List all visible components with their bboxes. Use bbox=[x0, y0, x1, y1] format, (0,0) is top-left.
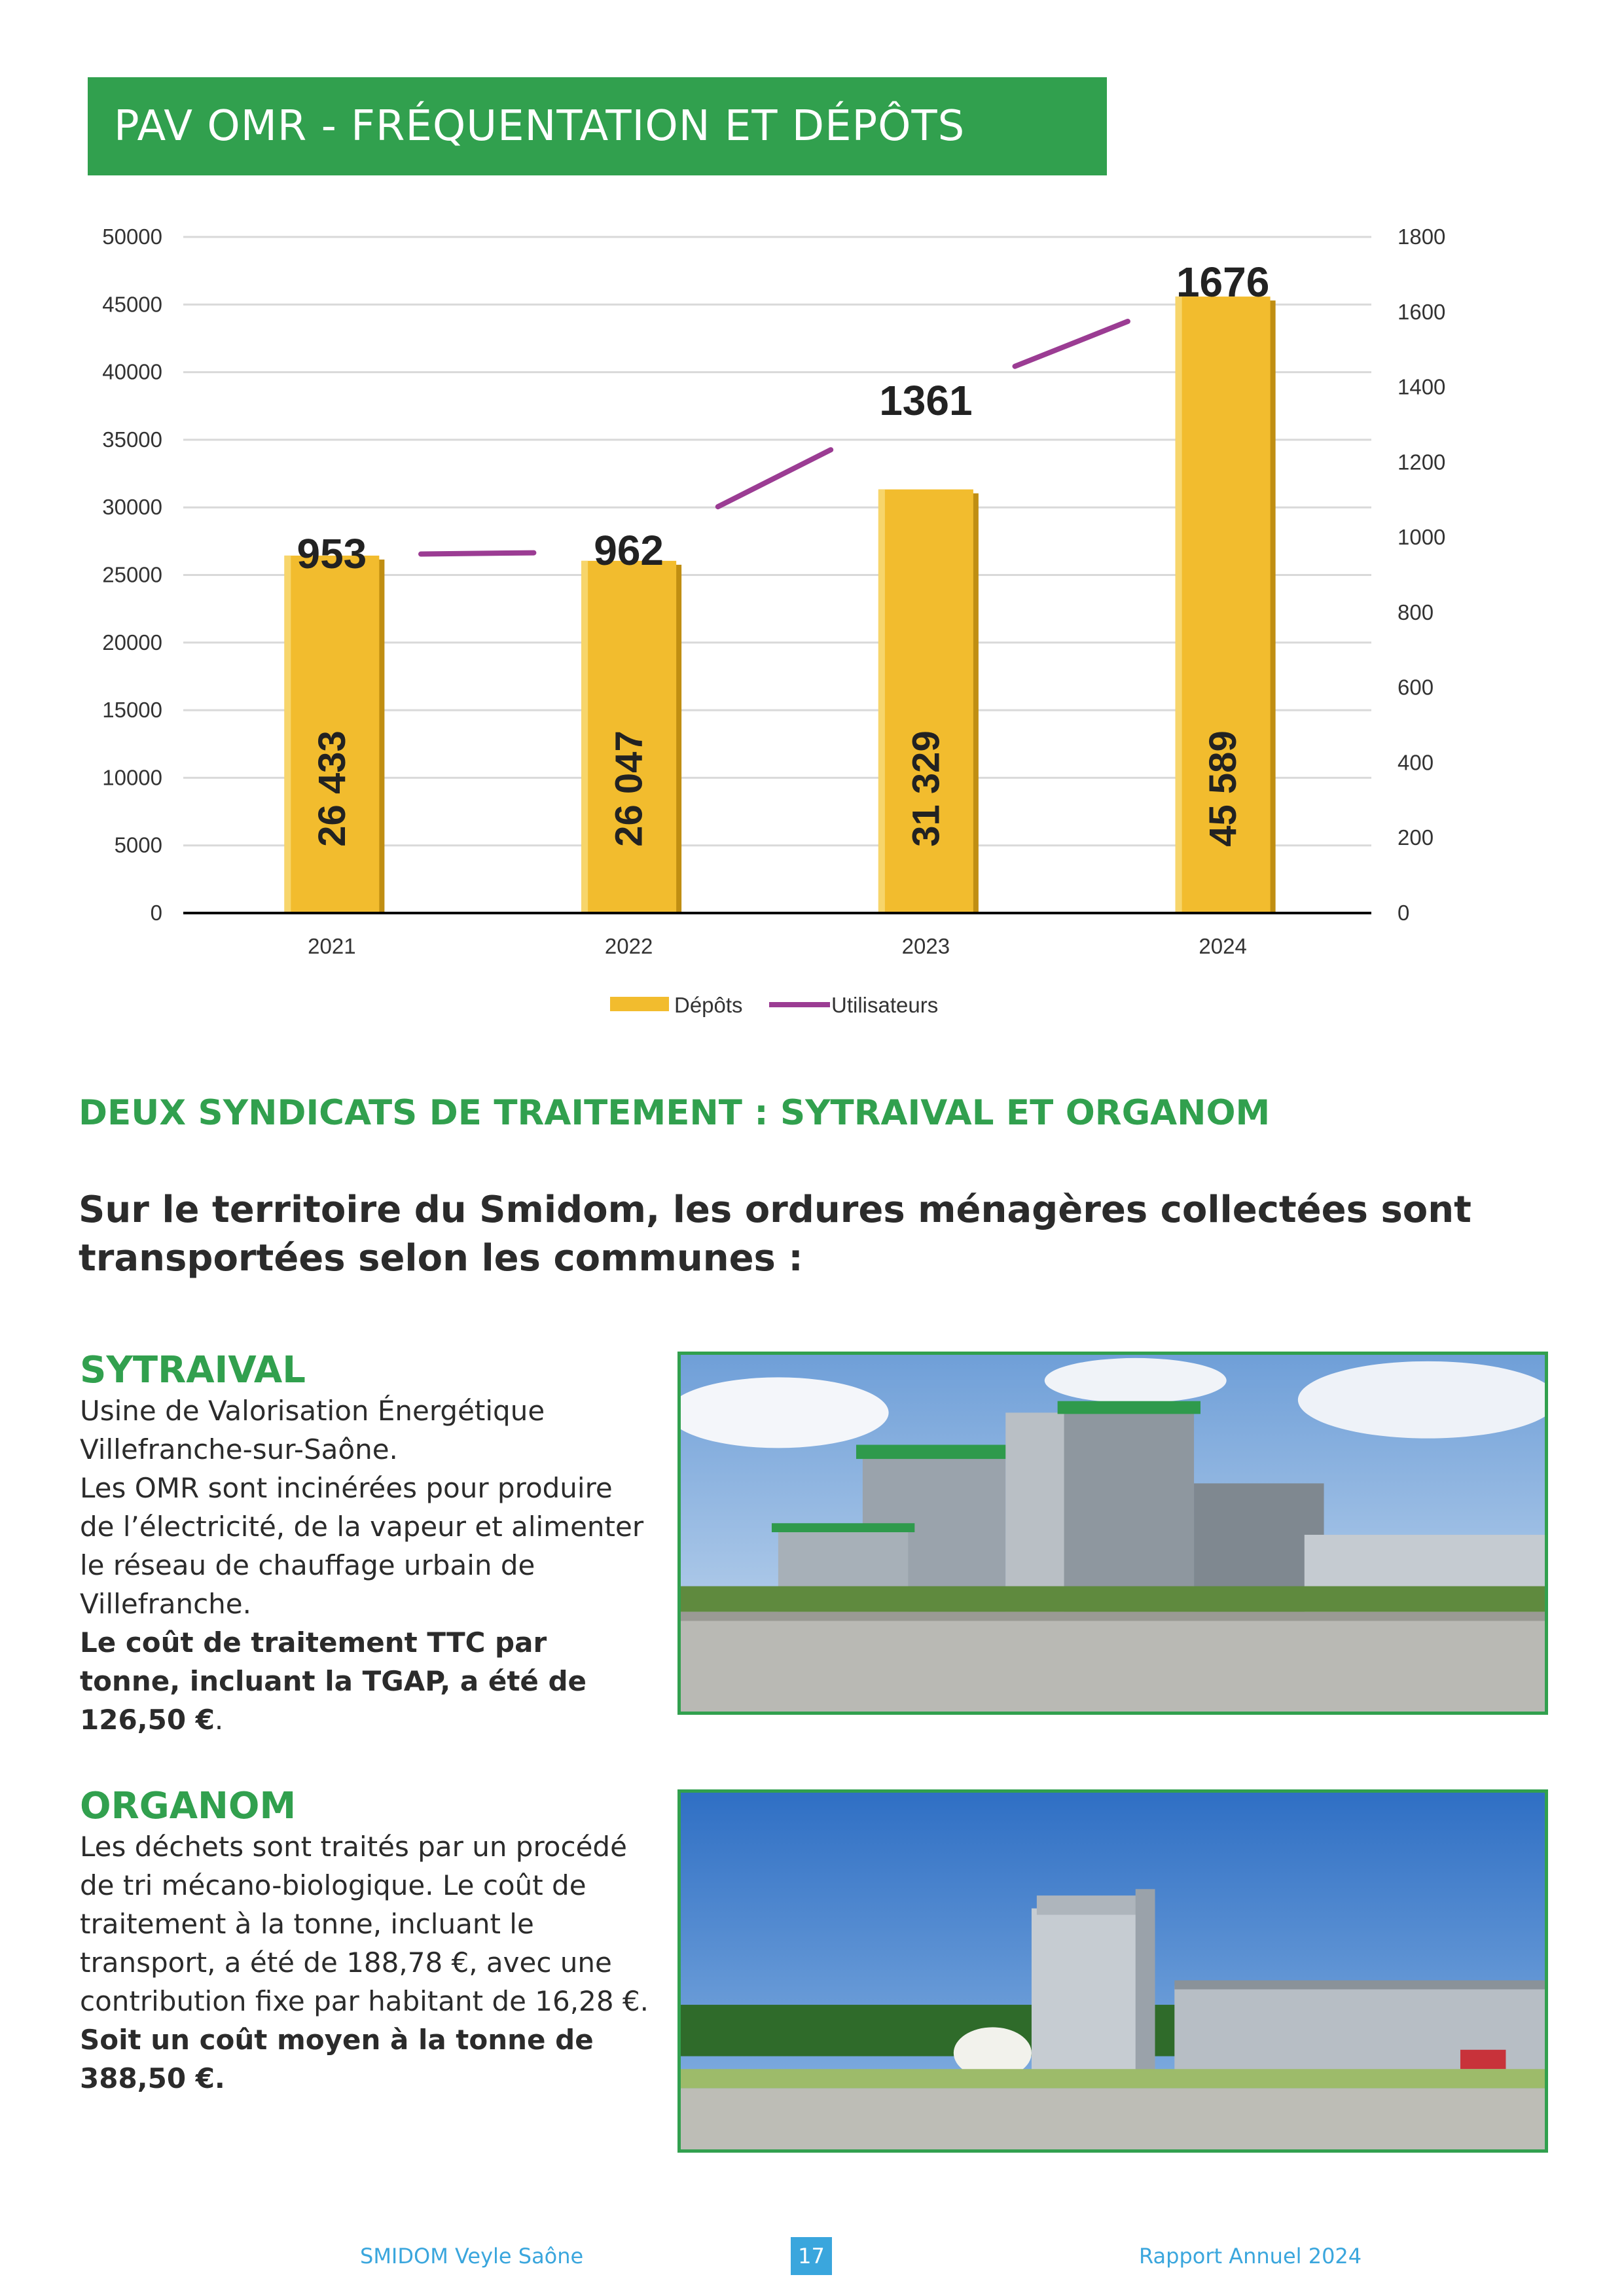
y-right-tick-label: 1800 bbox=[1398, 224, 1446, 249]
y-right-tick-label: 200 bbox=[1398, 825, 1434, 850]
y-right-tick-label: 0 bbox=[1398, 901, 1410, 925]
sytraival-block bbox=[80, 1350, 649, 1739]
y-left-tick-label: 15000 bbox=[102, 698, 162, 723]
y-left-tick-label: 40000 bbox=[102, 359, 162, 384]
x-tick-label: 2023 bbox=[901, 934, 950, 958]
y-left-tick-label: 5000 bbox=[114, 833, 162, 857]
y-left-tick-label: 30000 bbox=[102, 495, 162, 520]
x-tick-label: 2021 bbox=[308, 934, 356, 958]
legend-label-depots: Dépôts bbox=[674, 993, 743, 1017]
y-right-tick-label: 400 bbox=[1398, 750, 1434, 775]
organom-plant-photo bbox=[677, 1789, 1548, 2153]
y-right-tick-label: 1600 bbox=[1398, 299, 1446, 324]
bar-2023 bbox=[878, 490, 973, 913]
y-left-tick-label: 45000 bbox=[102, 292, 162, 317]
bar-highlight bbox=[581, 561, 588, 913]
legend-swatch-depots bbox=[610, 997, 669, 1011]
organom-average-cost: Soit un coût moyen à la tonne de 388,50 €. bbox=[80, 2024, 594, 2094]
y-left-tick-label: 25000 bbox=[102, 562, 162, 587]
section-title: DEUX SYNDICATS DE TRAITEMENT : SYTRAIVAL ET ORGANOM bbox=[79, 1093, 1271, 1133]
bar-highlight bbox=[284, 556, 291, 913]
sytraival-cost: Le coût de traitement TTC par tonne, incluant la TGAP, a été de 126,50 € bbox=[80, 1626, 587, 1736]
bar-value-label: 26 047 bbox=[607, 730, 651, 847]
intro-text: Sur le territoire du Smidom, les ordures ménagères collectées sont transportées selon les communes : bbox=[79, 1189, 1471, 1280]
bar-value-label: 26 433 bbox=[310, 730, 353, 847]
organom-text bbox=[80, 1827, 649, 2098]
y-right-tick-label: 1200 bbox=[1398, 450, 1446, 475]
sytraival-cost-end: . bbox=[214, 1704, 224, 1736]
organom-block bbox=[80, 1785, 649, 2098]
y-right-tick-label: 1000 bbox=[1398, 525, 1446, 550]
y-left-tick-label: 0 bbox=[150, 901, 162, 925]
y-left-tick-label: 20000 bbox=[102, 630, 162, 655]
users-value-label: 953 bbox=[297, 530, 367, 578]
y-left-tick-label: 35000 bbox=[102, 427, 162, 452]
sytraival-text bbox=[80, 1391, 649, 1739]
x-tick-label: 2024 bbox=[1199, 934, 1247, 958]
y-left-tick-label: 10000 bbox=[102, 765, 162, 790]
sytraival-title: SYTRAIVAL bbox=[80, 1349, 306, 1391]
bar-value-label: 45 589 bbox=[1202, 730, 1245, 847]
sytraival-line2: Les OMR sont incinérées pour produire de l’électricité, de la vapeur et alimenter le réseau de chauffage urbain de Villefranche. bbox=[80, 1472, 644, 1620]
deposits-users-chart bbox=[0, 196, 1624, 1047]
page-title-banner bbox=[88, 77, 1107, 175]
y-right-tick-label: 1400 bbox=[1398, 374, 1446, 399]
page-title: PAV OMR - FRÉQUENTATION ET DÉPÔTS bbox=[114, 102, 965, 151]
y-right-tick-label: 600 bbox=[1398, 675, 1434, 700]
bar-highlight bbox=[1176, 296, 1182, 913]
y-right-tick-label: 800 bbox=[1398, 600, 1434, 624]
users-value-label: 1676 bbox=[1176, 259, 1270, 306]
footer-report-title: Rapport Annuel 2024 bbox=[1139, 2244, 1362, 2269]
y-left-tick-label: 50000 bbox=[102, 224, 162, 249]
organom-title: ORGANOM bbox=[80, 1785, 297, 1827]
organom-description: Les déchets sont traités par un procédé de tri mécano-biologique. Le coût de traitement à la tonne, incluant le transport, a été de 188,78 €, avec une contribution fixe par habitant de 16,28 €. bbox=[80, 1831, 649, 2017]
users-value-label: 962 bbox=[594, 526, 664, 574]
x-tick-label: 2022 bbox=[604, 934, 653, 958]
bar-value-label: 31 329 bbox=[905, 730, 948, 847]
sytraival-plant-photo bbox=[677, 1352, 1548, 1715]
users-line bbox=[421, 321, 1128, 554]
footer-organization: SMIDOM Veyle Saône bbox=[360, 2244, 584, 2269]
bar-highlight bbox=[878, 490, 885, 913]
page-number: 17 bbox=[791, 2237, 832, 2275]
users-value-label: 1361 bbox=[879, 376, 973, 424]
legend-label-users: Utilisateurs bbox=[831, 993, 939, 1017]
sytraival-line1: Usine de Valorisation Énergétique Villefranche-sur-Saône. bbox=[80, 1395, 545, 1465]
